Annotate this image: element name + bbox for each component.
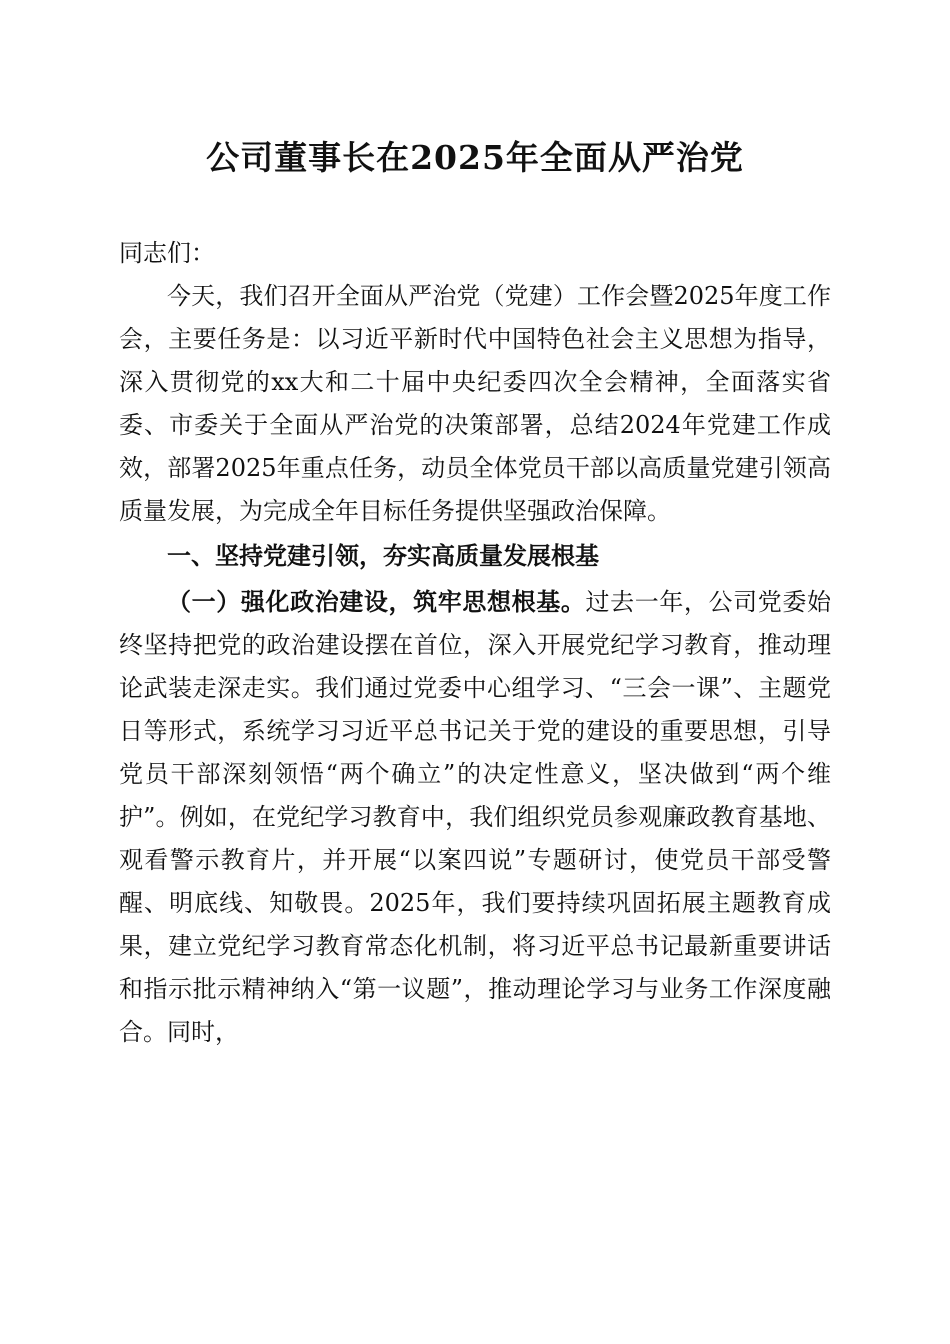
document-body [119, 232, 831, 1054]
subsection-paragraph-1 [119, 580, 831, 1054]
subsection-heading-1: （一）强化政治建设，筑牢思想根基。 [167, 587, 586, 616]
subsection-body-1: 过去一年，公司党委始终坚持把党的政治建设摆在首位，深入开展党纪学习教育，推动理论武装走深走实。我们通过党委中心组学习、“三会一课”、主题党日等形式，系统学习习近平总书记关于党的建设的重要思想，引导党员干部深刻领悟“两个确立”的决定性意义，坚决做到“两个维护”。例如，在党纪学习教育中，我们组织党员参观廉政教育基地、观看警示教育片，并开展“以案四说”专题研讨，使党员干部受警醒、明底线、知敬畏。2025年，我们要持续巩固拓展主题教育成果，建立党纪学习教育常态化机制，将习近平总书记最新重要讲话和指示批示精神纳入“第一议题”，推动理论学习与业务工作深度融合。同时， [119, 588, 832, 1046]
intro-paragraph: 今天，我们召开全面从严治党（党建）工作会暨2025年度工作会，主要任务是：以习近平新时代中国特色社会主义思想为指导，深入贯彻党的xx大和二十届中央纪委四次全会精神，全面落实省委、市委关于全面从严治党的决策部署，总结2024年党建工作成效，部署2025年重点任务，动员全体党员干部以高质量党建引领高质量发展，为完成全年目标任务提供坚强政治保障。 [119, 282, 831, 525]
section-heading-1: 一、坚持党建引领，夯实高质量发展根基 [167, 542, 599, 570]
document-title: 公司董事长在2025年全面从严治党 [206, 138, 744, 177]
salutation: 同志们： [119, 239, 215, 267]
